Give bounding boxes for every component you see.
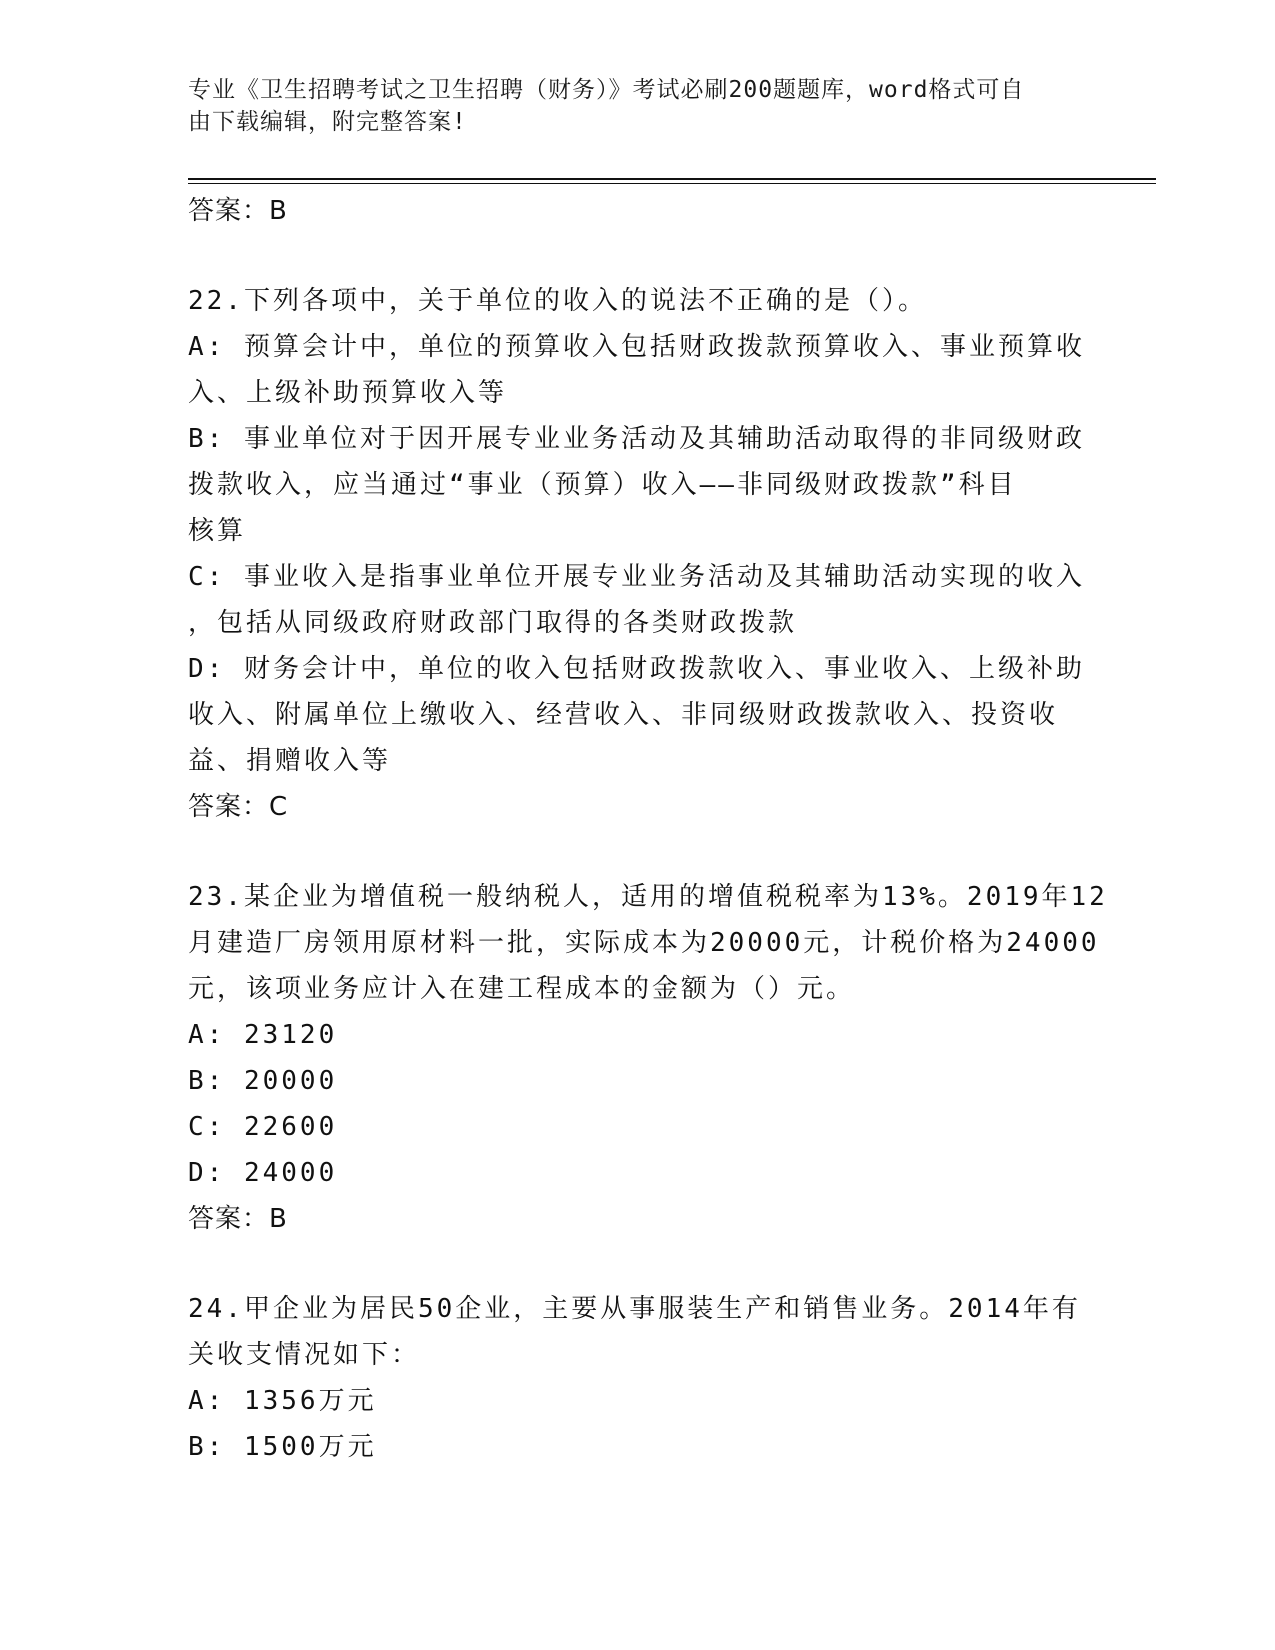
option-text: D: 财务会计中，单位的收入包括财政拨款收入、事业收入、上级补助 bbox=[188, 654, 1085, 684]
question-stem: 22.下列各项中，关于单位的收入的说法不正确的是（）。 bbox=[188, 286, 927, 316]
question-content bbox=[188, 188, 1108, 1470]
option-a: A: 1356万元 bbox=[188, 1386, 377, 1416]
question-stem: 关收支情况如下： bbox=[188, 1340, 421, 1370]
spacer bbox=[188, 830, 1088, 874]
question-stem: 月建造厂房领用原材料一批，实际成本为20000元，计税价格为24000 bbox=[188, 928, 1100, 958]
option-a bbox=[188, 324, 1088, 416]
question-22 bbox=[188, 278, 1088, 830]
header-rule-thick bbox=[188, 178, 1156, 180]
question-stem: 23.某企业为增值税一般纳税人，适用的增值税税率为13%。2019年12 bbox=[188, 882, 1108, 912]
option-a: A: 23120 bbox=[188, 1020, 338, 1050]
option-c bbox=[188, 554, 1088, 646]
option-b bbox=[188, 416, 1088, 554]
option-d bbox=[188, 646, 1088, 784]
option-b: B: 1500万元 bbox=[188, 1432, 377, 1462]
answer-q21: 答案：B bbox=[188, 196, 288, 226]
option-c: C: 22600 bbox=[188, 1112, 338, 1142]
question-24 bbox=[188, 1286, 1088, 1470]
option-text: 拨款收入，应当通过“事业（预算）收入——非同级财政拨款”科目 bbox=[188, 470, 1017, 500]
spacer bbox=[188, 1242, 1088, 1286]
answer-q22: 答案：C bbox=[188, 792, 289, 822]
document-header bbox=[188, 74, 1088, 138]
option-text: A: 预算会计中，单位的预算收入包括财政拨款预算收入、事业预算收 bbox=[188, 332, 1085, 362]
option-text: C: 事业收入是指事业单位开展专业业务活动及其辅助活动实现的收入 bbox=[188, 562, 1085, 592]
option-text: B: 事业单位对于因开展专业业务活动及其辅助活动取得的非同级财政 bbox=[188, 424, 1085, 454]
option-text: 入、上级补助预算收入等 bbox=[188, 378, 508, 408]
option-text: 益、捐赠收入等 bbox=[188, 746, 392, 776]
header-rule-thin bbox=[188, 183, 1156, 184]
header-line-2: 由下载编辑，附完整答案! bbox=[188, 109, 467, 135]
question-stem: 24.甲企业为居民50企业，主要从事服装生产和销售业务。2014年有 bbox=[188, 1294, 1081, 1324]
option-text: 收入、附属单位上缴收入、经营收入、非同级财政拨款收入、投资收 bbox=[188, 700, 1059, 730]
header-line-1: 专业《卫生招聘考试之卫生招聘（财务）》考试必刷200题题库，word格式可自 bbox=[188, 77, 1025, 103]
option-b: B: 20000 bbox=[188, 1066, 338, 1096]
question-stem: 元，该项业务应计入在建工程成本的金额为（）元。 bbox=[188, 974, 856, 1004]
spacer bbox=[188, 234, 1088, 278]
question-23 bbox=[188, 874, 1108, 1242]
option-text: ，包括从同级政府财政部门取得的各类财政拨款 bbox=[188, 608, 798, 638]
answer-q23: 答案：B bbox=[188, 1204, 288, 1234]
option-d: D: 24000 bbox=[188, 1158, 338, 1188]
option-text: 核算 bbox=[188, 516, 247, 546]
